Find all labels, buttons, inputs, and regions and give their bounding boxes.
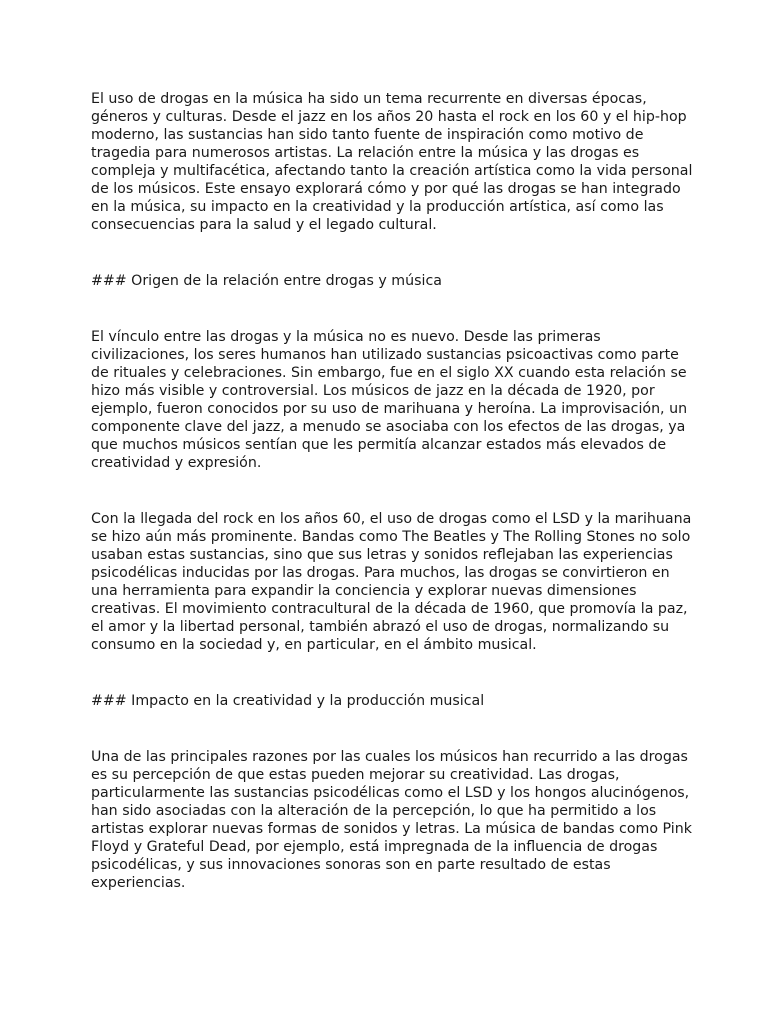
section-heading-impact: [91, 692, 691, 710]
text-line: que muchos músicos sentían que les permitía alcanzar estados más elevados de: [91, 437, 667, 453]
heading-text: ### Origen de la relación entre drogas y música: [91, 273, 442, 289]
text-line: en la música, su impacto en la creatividad y la producción artística, así como las: [91, 199, 664, 215]
text-line: componente clave del jazz, a menudo se asociaba con los efectos de las drogas, ya: [91, 419, 686, 435]
text-line: particularmente las sustancias psicodélicas como el LSD y los hongos alucinógenos,: [91, 785, 690, 801]
paragraph-origin: [91, 328, 691, 472]
text-line: consumo en la sociedad y, en particular, en el ámbito musical.: [91, 637, 537, 653]
text-line: creativas. El movimiento contracultural de la década de 1960, que promovía la paz,: [91, 601, 688, 617]
text-line: géneros y culturas. Desde el jazz en los años 20 hasta el rock en los 60 y el hip-hop: [91, 109, 687, 125]
text-line: Con la llegada del rock en los años 60, el uso de drogas como el LSD y la marihuana: [91, 511, 692, 527]
document-body: [91, 90, 691, 892]
text-line: consecuencias para la salud y el legado cultural.: [91, 217, 437, 233]
section-heading-origin: [91, 272, 691, 290]
heading-text: ### Impacto en la creatividad y la producción musical: [91, 693, 485, 709]
text-line: compleja y multifacética, afectando tanto la creación artística como la vida personal: [91, 163, 693, 179]
text-line: es su percepción de que estas pueden mejorar su creatividad. Las drogas,: [91, 767, 620, 783]
text-line: Floyd y Grateful Dead, por ejemplo, está impregnada de la influencia de drogas: [91, 839, 658, 855]
text-line: ejemplo, fueron conocidos por su uso de marihuana y heroína. La improvisación, un: [91, 401, 688, 417]
paragraph-intro: [91, 90, 691, 234]
text-line: experiencias.: [91, 875, 186, 891]
text-line: creatividad y expresión.: [91, 455, 262, 471]
text-line: El uso de drogas en la música ha sido un tema recurrente en diversas épocas,: [91, 91, 647, 107]
text-line: una herramienta para expandir la conciencia y explorar nuevas dimensiones: [91, 583, 637, 599]
text-line: psicodélicas inducidas por las drogas. Para muchos, las drogas se convirtieron en: [91, 565, 670, 581]
text-line: hizo más visible y controversial. Los músicos de jazz en la década de 1920, por: [91, 383, 655, 399]
text-line: el amor y la libertad personal, también abrazó el uso de drogas, normalizando su: [91, 619, 670, 635]
text-line: moderno, las sustancias han sido tanto fuente de inspiración como motivo de: [91, 127, 644, 143]
text-line: artistas explorar nuevas formas de sonidos y letras. La música de bandas como Pink: [91, 821, 692, 837]
text-line: se hizo aún más prominente. Bandas como The Beatles y The Rolling Stones no solo: [91, 529, 691, 545]
text-line: de rituales y celebraciones. Sin embargo, fue en el siglo XX cuando esta relación se: [91, 365, 687, 381]
text-line: El vínculo entre las drogas y la música no es nuevo. Desde las primeras: [91, 329, 601, 345]
text-line: de los músicos. Este ensayo explorará cómo y por qué las drogas se han integrado: [91, 181, 681, 197]
text-line: Una de las principales razones por las cuales los músicos han recurrido a las drogas: [91, 749, 688, 765]
paragraph-creativity: [91, 748, 691, 892]
text-line: usaban estas sustancias, sino que sus letras y sonidos reflejaban las experiencias: [91, 547, 673, 563]
text-line: tragedia para numerosos artistas. La relación entre la música y las drogas es: [91, 145, 640, 161]
text-line: han sido asociadas con la alteración de la percepción, lo que ha permitido a los: [91, 803, 657, 819]
text-line: psicodélicas, y sus innovaciones sonoras son en parte resultado de estas: [91, 857, 611, 873]
text-line: civilizaciones, los seres humanos han utilizado sustancias psicoactivas como parte: [91, 347, 679, 363]
paragraph-rock: [91, 510, 691, 654]
